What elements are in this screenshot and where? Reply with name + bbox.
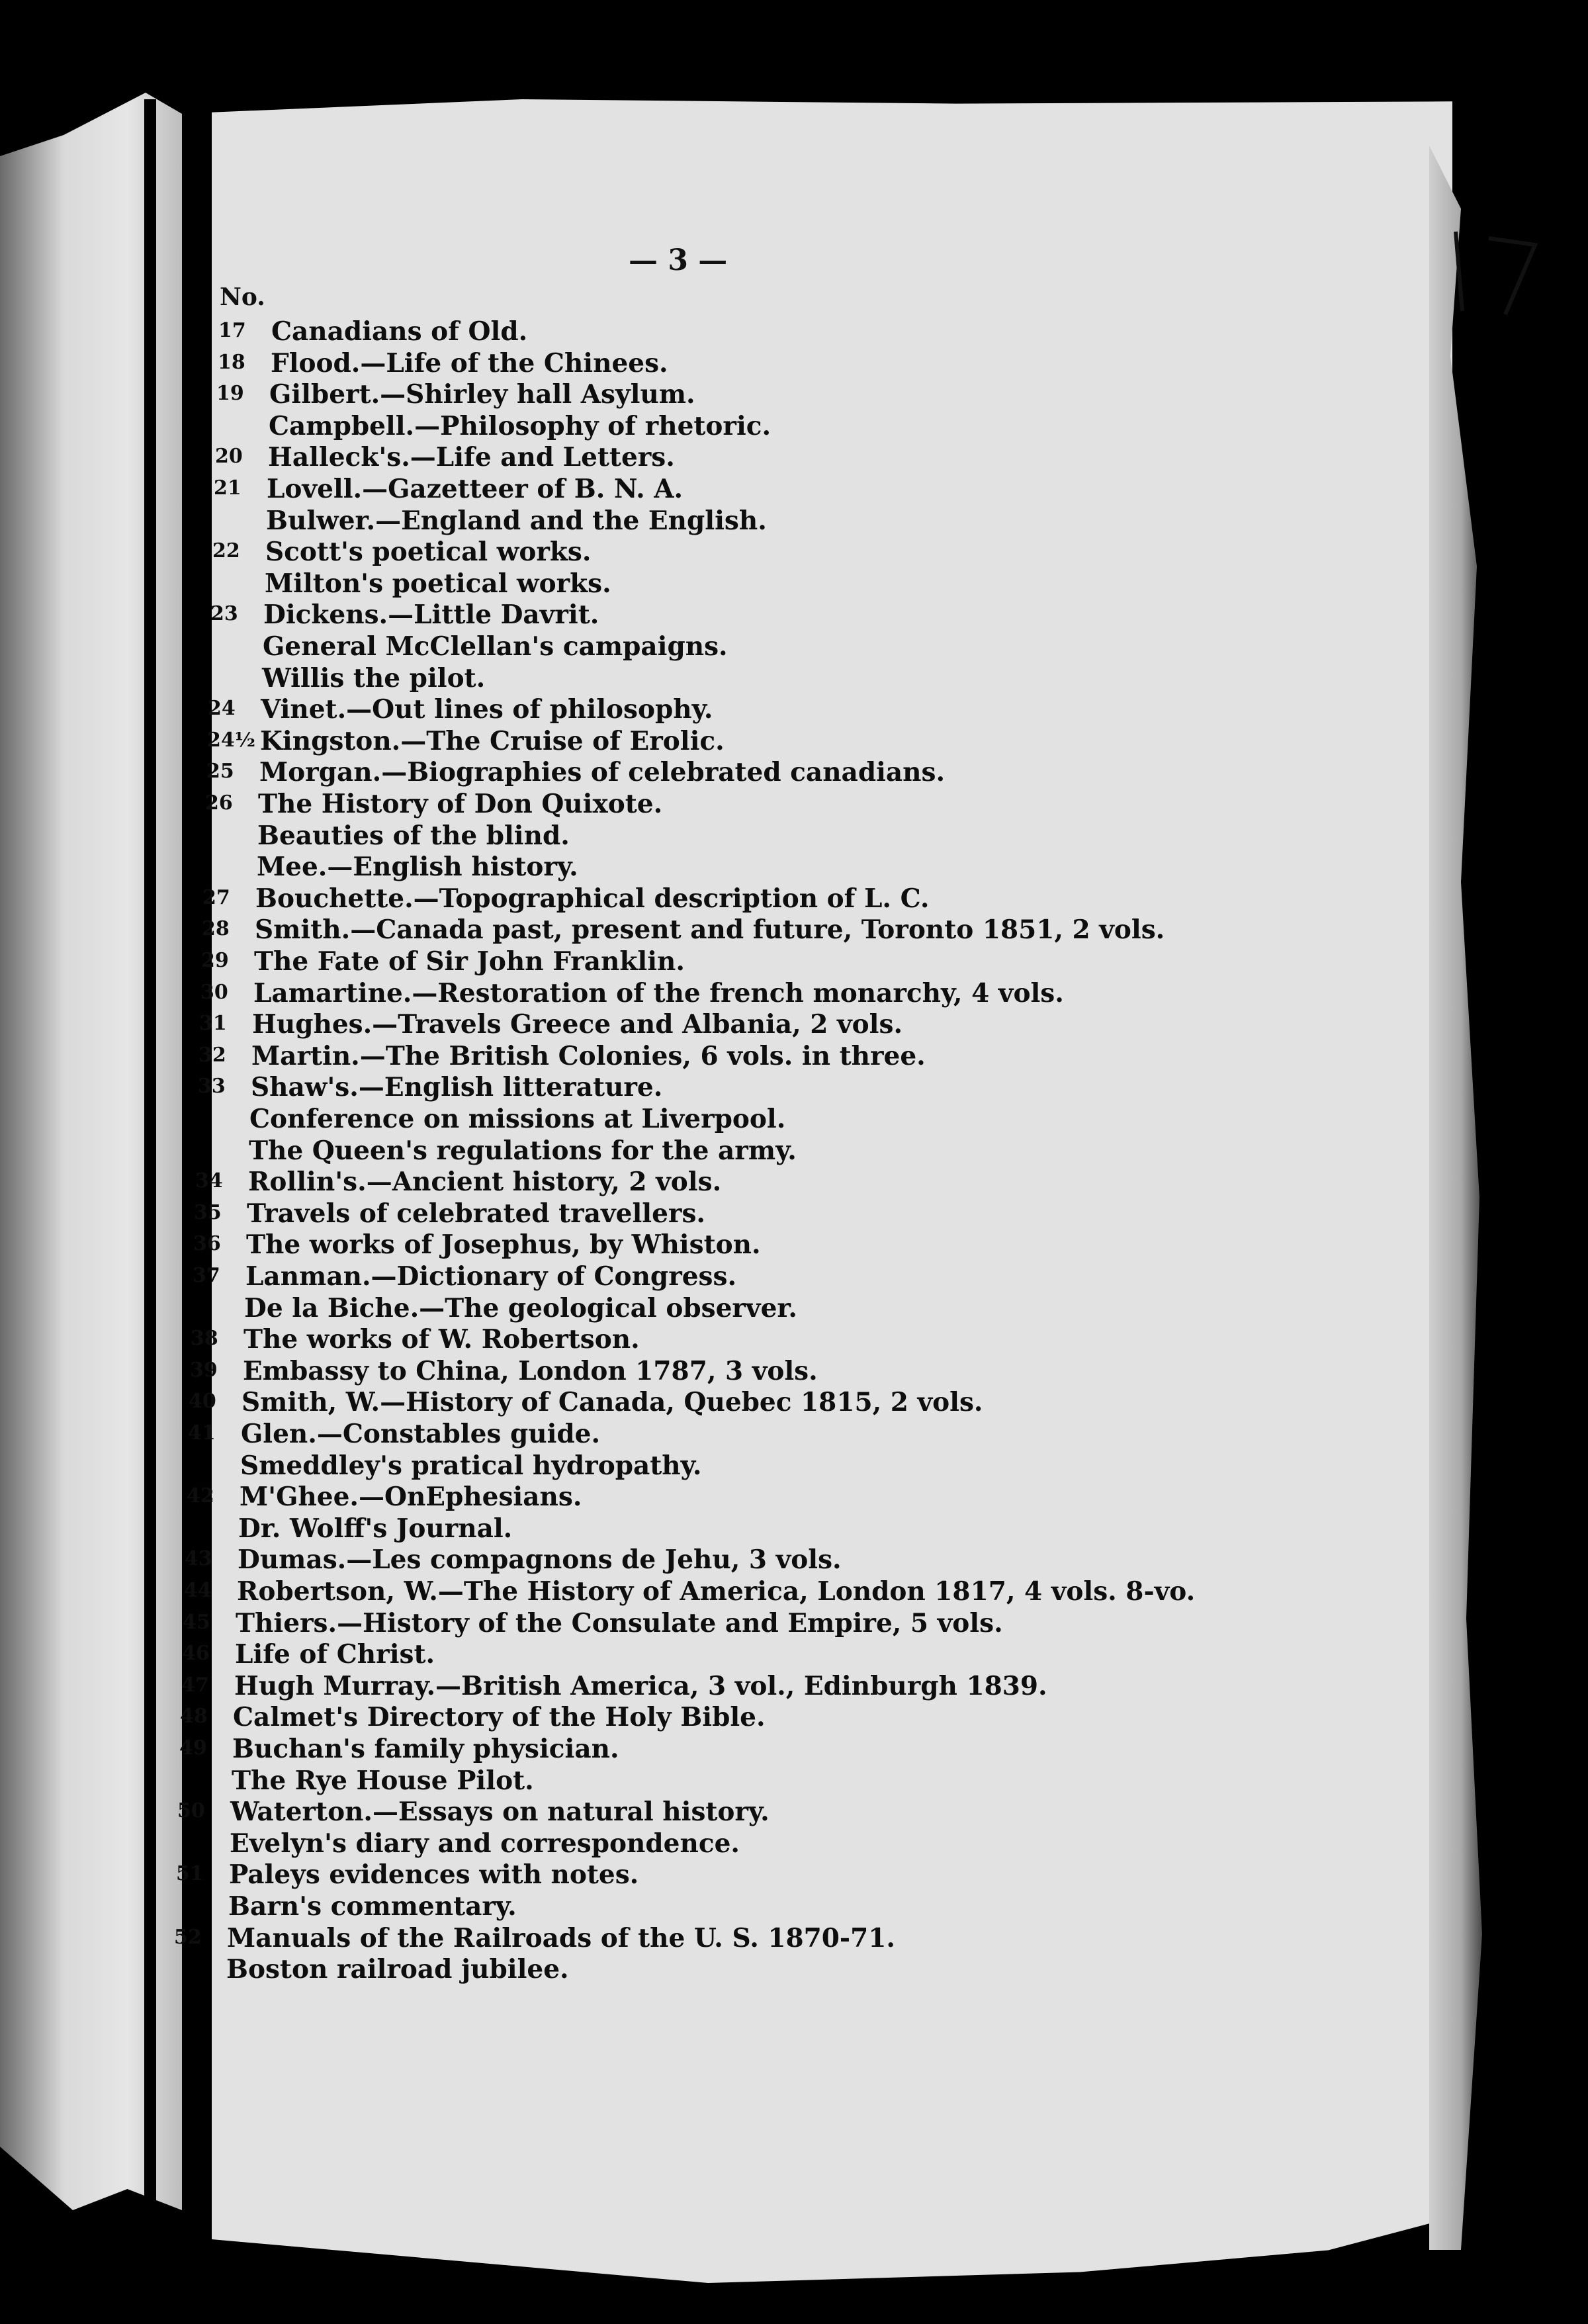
entry-title: Waterton.—Essays on natural history. — [230, 1797, 770, 1828]
entry-number: 47 — [181, 1673, 209, 1697]
entry-title: Lanman.—Dictionary of Congress. — [245, 1261, 737, 1292]
entry-title: Bouchette.—Topographical description of L. C. — [255, 883, 930, 914]
entry-title: Buchan's family physician. — [232, 1734, 619, 1764]
entry-title: Paleys evidences with notes. — [229, 1859, 639, 1891]
entry-title: Campbell.—Philosophy of rhetoric. — [269, 410, 772, 441]
entry-number: 33 — [198, 1075, 226, 1098]
entry-title: Barn's commentary. — [228, 1891, 517, 1922]
entry-title: Lamartine.—Restoration of the french monarchy, 4 vols. — [253, 977, 1064, 1008]
entry-number: 48 — [180, 1705, 208, 1728]
entry-title: Thiers.—History of the Consulate and Empire, 5 vols. — [236, 1607, 1003, 1638]
entry-number: 29 — [201, 949, 229, 972]
entry-title: The works of Josephus, by Whiston. — [246, 1229, 761, 1261]
page-number: — 3 — — [629, 244, 728, 277]
entry-number: 28 — [202, 917, 230, 941]
entry-number: 39 — [190, 1358, 218, 1382]
entry-title: Kingston.—The Cruise of Erolic. — [260, 725, 725, 756]
entry-title: Smith, W.—History of Canada, Quebec 1815, 2 vols. — [242, 1387, 983, 1418]
entry-number: 44 — [184, 1579, 212, 1602]
entry-title: Morgan.—Biographies of celebrated canadians. — [259, 757, 946, 788]
entry-number: 43 — [185, 1547, 212, 1571]
entry-number: 45 — [183, 1610, 210, 1634]
entry-title: Gilbert.—Shirley hall Asylum. — [269, 379, 695, 410]
entry-number: 20 — [215, 445, 243, 469]
entry-title: Conference on missions at Liverpool. — [249, 1104, 786, 1134]
entry-number: 17 — [218, 319, 246, 342]
entry-title: Dickens.—Little Davrit. — [263, 600, 599, 631]
entry-number: 24 — [208, 697, 236, 721]
column-header-no: No. — [220, 283, 265, 311]
entry-title: The Queen's regulations for the army. — [249, 1135, 797, 1166]
entry-number: 23 — [210, 602, 238, 626]
entry-number: 46 — [182, 1642, 210, 1666]
entry-title: Life of Christ. — [235, 1639, 435, 1670]
entry-title: Evelyn's diary and correspondence. — [230, 1828, 740, 1859]
entry-number: 34 — [195, 1169, 223, 1193]
entry-title: Canadians of Old. — [271, 316, 528, 347]
entry-title: Beauties of the blind. — [257, 820, 570, 851]
entry-title: Glen.—Constables guide. — [241, 1419, 601, 1449]
entry-title: Rollin's.—Ancient history, 2 vols. — [248, 1167, 722, 1198]
entry-title: Halleck's.—Life and Letters. — [268, 442, 675, 473]
entry-number: 41 — [188, 1421, 216, 1445]
entry-number: 35 — [194, 1200, 222, 1224]
entry-title: M'Ghee.—OnEphesians. — [240, 1482, 582, 1513]
entry-title: The Rye House Pilot. — [232, 1765, 534, 1796]
entry-title: Shaw's.—English litterature. — [251, 1072, 663, 1103]
entry-title: The History of Don Quixote. — [258, 789, 663, 819]
entry-title: Mee.—English history. — [257, 852, 578, 883]
entry-title: Vinet.—Out lines of philosophy. — [261, 694, 713, 725]
entry-number: 25 — [206, 760, 234, 783]
entry-title: General McClellan's campaigns. — [263, 631, 728, 662]
entry-title: Manuals of the Railroads of the U. S. 1870-71. — [227, 1922, 895, 1953]
entry-title: The works of W. Robertson. — [243, 1324, 640, 1355]
entry-number: 36 — [193, 1232, 221, 1256]
entry-title: Lovell.—Gazetteer of B. N. A. — [267, 474, 684, 504]
entry-number: 31 — [199, 1012, 227, 1036]
entry-title: Hugh Murray.—British America, 3 vol., Edinburgh 1839. — [234, 1670, 1047, 1701]
entry-title: Hughes.—Travels Greece and Albania, 2 vols. — [252, 1009, 903, 1040]
entry-title: Bulwer.—England and the English. — [266, 505, 767, 536]
entry-title: Travels of celebrated travellers. — [247, 1198, 705, 1229]
entry-title: Dumas.—Les compagnons de Jehu, 3 vols. — [238, 1544, 842, 1576]
entry-title: Flood.—Life of the Chinees. — [271, 347, 668, 379]
entry-number: 21 — [214, 476, 242, 500]
entry-title: Boston railroad jubilee. — [226, 1954, 569, 1985]
entry-title: Smeddley's pratical hydropathy. — [240, 1450, 702, 1481]
entry-number: 27 — [202, 885, 230, 909]
entry-title: Robertson, W.—The History of America, London 1817, 4 vols. 8-vo. — [237, 1576, 1196, 1607]
entry-title: Embassy to China, London 1787, 3 vols. — [243, 1355, 818, 1386]
entry-number: 42 — [187, 1484, 214, 1508]
entry-number: 24½ — [207, 728, 256, 752]
entry-title: Scott's poetical works. — [265, 537, 592, 568]
entry-title: Willis the pilot. — [262, 662, 486, 693]
entry-title: Dr. Wolff's Journal. — [238, 1513, 513, 1544]
entry-number: 22 — [212, 539, 240, 563]
entry-number: 30 — [200, 980, 228, 1004]
entry-number: 32 — [198, 1043, 226, 1067]
entry-number: 18 — [218, 350, 245, 374]
entry-title: Milton's poetical works. — [265, 568, 611, 599]
entry-number: 38 — [191, 1327, 218, 1351]
entry-number: 19 — [216, 382, 244, 406]
entry-number: 37 — [193, 1264, 220, 1287]
entry-number: 50 — [177, 1799, 205, 1823]
entry-title: De la Biche.—The geological observer. — [244, 1292, 797, 1323]
entry-number: 26 — [205, 791, 233, 815]
entry-title: Smith.—Canada past, present and future, Toronto 1851, 2 vols. — [255, 915, 1165, 946]
entry-number: 52 — [174, 1925, 202, 1949]
entry-title: Martin.—The British Colonies, 6 vols. in three. — [251, 1040, 926, 1071]
entry-title: Calmet's Directory of the Holy Bible. — [233, 1702, 766, 1733]
entry-number: 40 — [189, 1390, 216, 1413]
entry-number: 51 — [176, 1862, 204, 1886]
entry-title: The Fate of Sir John Franklin. — [254, 946, 685, 977]
entry-number: 49 — [179, 1736, 207, 1760]
